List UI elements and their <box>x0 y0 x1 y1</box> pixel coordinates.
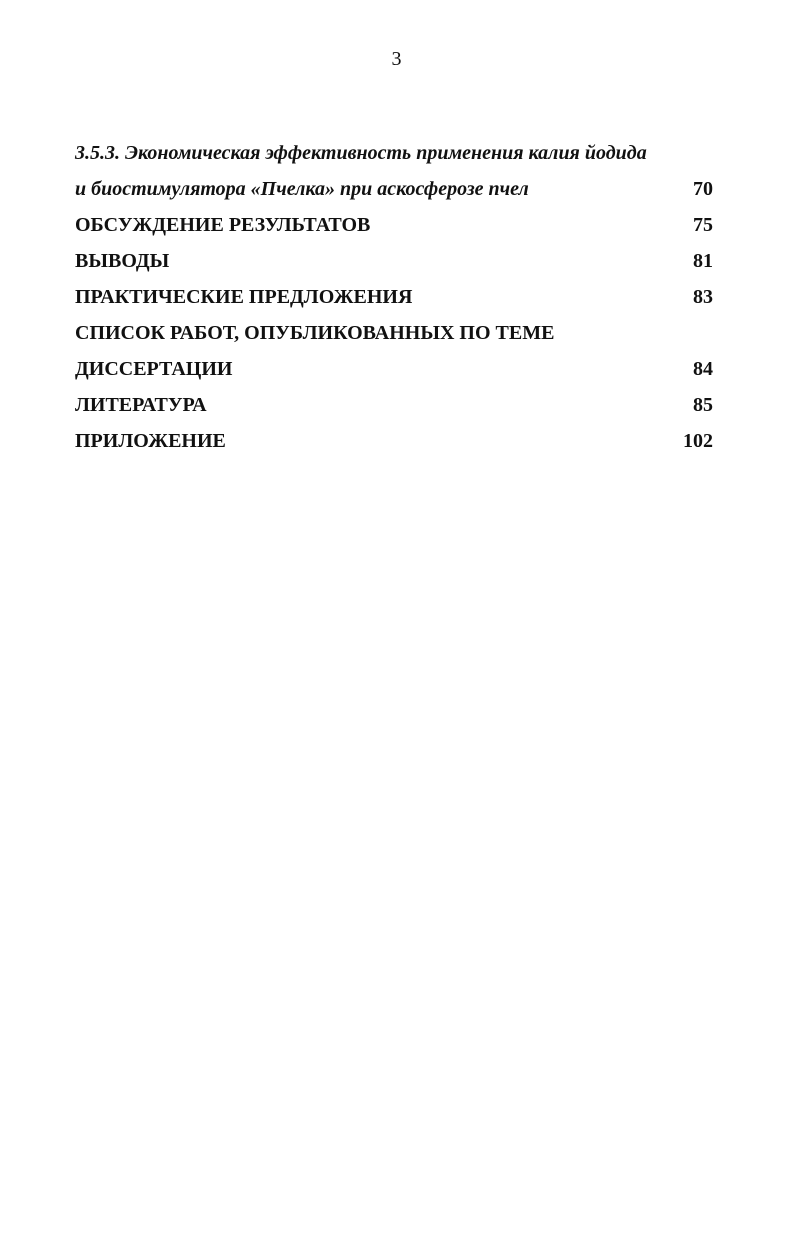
page-number: 3 <box>391 48 402 70</box>
toc-entry-text: ПРАКТИЧЕСКИЕ ПРЕДЛОЖЕНИЯ <box>75 286 413 308</box>
toc-entry-page: 75 <box>693 214 713 236</box>
toc-entry-page: 83 <box>693 286 713 308</box>
toc-entry-text: ЛИТЕРАТУРА <box>75 394 207 416</box>
toc-entry-text: ПРИЛОЖЕНИЕ <box>75 430 226 452</box>
toc-entry-economic-efficiency-line-1 <box>75 135 713 171</box>
table-of-contents <box>75 135 713 459</box>
toc-entry-page: 84 <box>693 358 713 380</box>
toc-entry-conclusions <box>75 243 713 279</box>
toc-entry-appendix <box>75 423 713 459</box>
toc-entry-text: и биостимулятора «Пчелка» при аскосферозе пчел <box>75 178 529 200</box>
toc-entry-economic-efficiency-line-2 <box>75 171 713 207</box>
toc-entry-text: ВЫВОДЫ <box>75 250 170 272</box>
toc-entry-page: 102 <box>683 430 713 452</box>
toc-entry-practical-suggestions <box>75 279 713 315</box>
toc-entry-discussion <box>75 207 713 243</box>
toc-entry-page: 70 <box>693 178 713 200</box>
toc-entry-text: ДИССЕРТАЦИИ <box>75 358 233 380</box>
toc-entry-text: 3.5.3. Экономическая эффективность применения калия йодида <box>75 142 647 164</box>
toc-entry-literature <box>75 387 713 423</box>
toc-entry-text: СПИСОК РАБОТ, ОПУБЛИКОВАННЫХ ПО ТЕМЕ <box>75 322 555 344</box>
toc-entry-page: 85 <box>693 394 713 416</box>
toc-entry-publications-line-1 <box>75 315 713 351</box>
toc-entry-publications-line-2 <box>75 351 713 387</box>
toc-entry-page: 81 <box>693 250 713 272</box>
toc-entry-text: ОБСУЖДЕНИЕ РЕЗУЛЬТАТОВ <box>75 214 371 236</box>
